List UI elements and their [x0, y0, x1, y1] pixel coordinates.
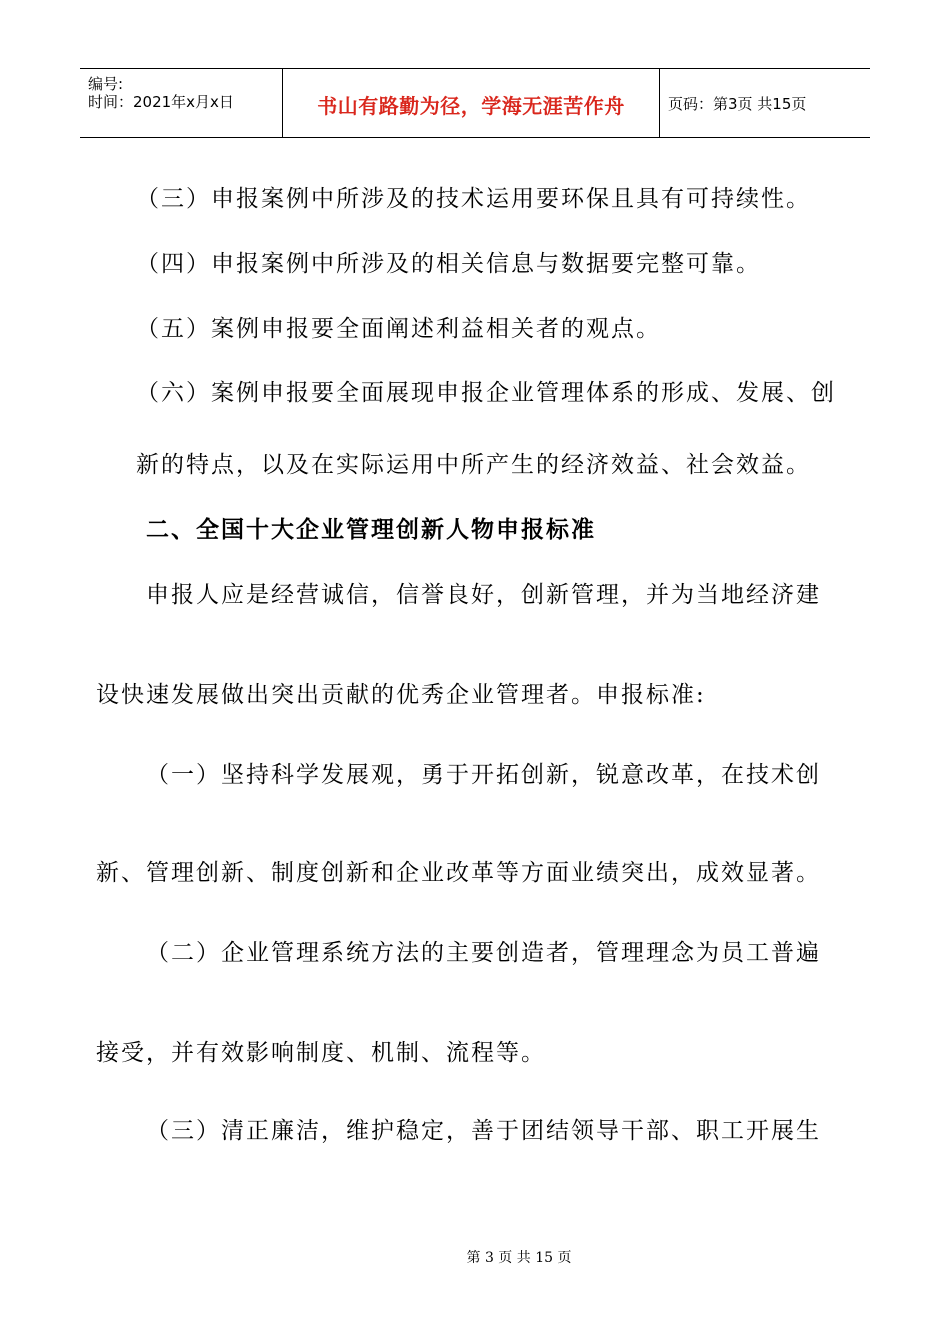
header-slogan: 书山有路勤为径，学海无涯苦作舟 [317, 94, 625, 118]
body-line: （五）案例申报要全面阐述利益相关者的观点。 [136, 316, 661, 342]
body-line: 新、管理创新、制度创新和企业改革等方面业绩突出，成效显著。 [96, 860, 821, 886]
body-line: 申报人应是经营诚信，信誉良好，创新管理，并为当地经济建 [146, 582, 821, 608]
body-line: 接受，并有效影响制度、机制、流程等。 [96, 1040, 546, 1066]
header-page-info: 页码：第3页 共15页 [668, 95, 807, 113]
header-table [80, 68, 870, 138]
body-line: 设快速发展做出突出贡献的优秀企业管理者。申报标准: [96, 682, 706, 708]
document-time-label: 时间：2021年x月x日 [88, 93, 234, 111]
body-line: （二）企业管理系统方法的主要创造者，管理理念为员工普遍 [146, 940, 821, 966]
header-right-cell [660, 69, 870, 137]
page-footer: 第 3 页 共 15 页 [466, 1250, 572, 1266]
body-line: （一）坚持科学发展观，勇于开拓创新，锐意改革，在技术创 [146, 762, 821, 788]
document-number-label: 编号: [88, 75, 124, 93]
section-heading: 二、全国十大企业管理创新人物申报标准 [146, 516, 596, 543]
header-middle-cell [283, 69, 660, 137]
body-line: （三）清正廉洁，维护稳定，善于团结领导干部、职工开展生 [146, 1118, 821, 1144]
body-line: （四）申报案例中所涉及的相关信息与数据要完整可靠。 [136, 251, 761, 277]
body-line: 新的特点，以及在实际运用中所产生的经济效益、社会效益。 [136, 452, 811, 478]
body-line: （六）案例申报要全面展现申报企业管理体系的形成、发展、创 [136, 380, 836, 406]
header-left-cell [80, 69, 283, 137]
body-line: （三）申报案例中所涉及的技术运用要环保且具有可持续性。 [136, 186, 811, 212]
